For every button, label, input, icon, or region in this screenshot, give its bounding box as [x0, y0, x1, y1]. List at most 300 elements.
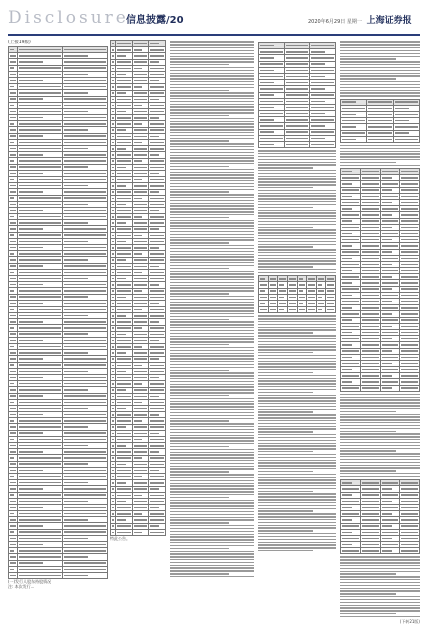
text-line: [340, 84, 420, 85]
text-line: [258, 468, 336, 469]
text-line: [340, 476, 420, 477]
text-line: [170, 398, 254, 399]
text-line: [170, 477, 254, 478]
column-5: [340, 40, 420, 619]
text-line: [340, 431, 396, 432]
text-line: [170, 409, 254, 410]
text-line: [340, 456, 420, 457]
text-line: [170, 245, 254, 246]
text-line: [170, 534, 254, 535]
text-line: [340, 465, 420, 466]
text-line: [170, 531, 254, 532]
text-line: [258, 482, 336, 483]
text-line: [258, 491, 313, 492]
text-line: [340, 405, 420, 406]
text-line: [258, 516, 336, 517]
text-line: [258, 431, 313, 432]
text-line: [340, 450, 396, 451]
text-line: [170, 163, 254, 164]
text-line: [258, 392, 313, 393]
text-line: [258, 341, 336, 342]
text-line: [340, 78, 396, 79]
text-line: [258, 525, 336, 526]
text-line: [340, 610, 420, 611]
text-line: [258, 471, 313, 472]
text-line: [258, 258, 336, 259]
text-line: [170, 123, 254, 124]
text-line: [258, 539, 336, 540]
text-line: [170, 389, 254, 390]
text-line: [340, 436, 420, 437]
text-line: [170, 536, 254, 537]
text-line: [170, 44, 254, 45]
text-line: [258, 527, 336, 528]
text-line: [170, 200, 254, 201]
text-line: [170, 497, 229, 498]
text-line: [340, 75, 420, 76]
text-line: [340, 416, 420, 417]
text-line: [170, 75, 254, 76]
text-line: [170, 567, 254, 568]
text-line: [340, 568, 420, 569]
masthead: [8, 6, 420, 36]
text-line: [340, 81, 420, 82]
text-line: [170, 279, 254, 280]
text-line: [258, 411, 313, 412]
text-line: [258, 448, 336, 449]
text-line: [170, 191, 229, 192]
text-line: [170, 514, 254, 515]
text-line: [170, 126, 254, 127]
text-line: [170, 172, 254, 173]
text-line: [170, 480, 254, 481]
text-line: [170, 166, 229, 167]
text-line: [170, 231, 254, 232]
text-line: [258, 493, 336, 494]
column-3-text: [170, 40, 254, 619]
text-line: [258, 457, 336, 458]
text-line: [340, 145, 420, 146]
text-line: [170, 304, 254, 305]
data-table: [258, 42, 336, 148]
text-line: [170, 268, 229, 269]
text-line: [258, 260, 336, 261]
table-row: [9, 572, 108, 578]
text-line: [170, 474, 254, 475]
text-line: [170, 256, 254, 257]
text-line: [170, 324, 254, 325]
text-line: [258, 406, 336, 407]
text-line: [170, 64, 229, 65]
text-line: [170, 112, 254, 113]
text-line: [170, 406, 254, 407]
text-line: [258, 479, 336, 480]
text-line: [258, 164, 336, 165]
shareholder-table: [8, 46, 108, 579]
text-line: [170, 56, 254, 57]
text-line: [340, 153, 420, 154]
text-line: [258, 519, 336, 520]
text-line: [258, 159, 336, 160]
text-line: [258, 272, 336, 273]
text-line: [340, 445, 420, 446]
text-line: [170, 220, 254, 221]
text-line: [170, 90, 229, 91]
text-line: [340, 44, 420, 45]
text-line: [340, 61, 420, 62]
text-line: [170, 177, 254, 178]
text-line: [340, 579, 420, 580]
text-line: [340, 439, 420, 440]
text-line: [258, 255, 336, 256]
text-line: [170, 570, 254, 571]
text-line: [170, 466, 254, 467]
text-line: [170, 296, 254, 297]
text-line: [258, 465, 336, 466]
text-line: [170, 81, 254, 82]
text-line: [170, 353, 254, 354]
text-line: [170, 333, 254, 334]
text-line: [258, 204, 336, 205]
text-line: [170, 78, 254, 79]
table-cell: [297, 307, 307, 313]
text-line: [258, 329, 336, 330]
text-line: [258, 437, 336, 438]
text-line: [258, 198, 336, 199]
text-line: [170, 273, 254, 274]
text-line: [170, 310, 254, 311]
text-line: [170, 214, 254, 215]
text-line: [170, 460, 254, 461]
table-cell: [341, 548, 361, 554]
text-line: [258, 207, 313, 208]
text-line: [340, 605, 420, 606]
table-cell: [149, 529, 166, 535]
text-line: [170, 211, 254, 212]
text-line: [340, 442, 420, 443]
text-line: [170, 553, 254, 554]
text-line: [170, 344, 229, 345]
text-line: [258, 375, 336, 376]
text-line: [258, 170, 336, 171]
text-line: [170, 347, 254, 348]
text-line: [170, 146, 254, 147]
text-line: [170, 367, 254, 368]
text-line: [340, 156, 420, 157]
table-row: [259, 142, 336, 148]
text-line: [170, 307, 254, 308]
text-line: [170, 412, 254, 413]
text-line: [170, 559, 254, 560]
text-line: [170, 248, 254, 249]
text-line: [340, 593, 396, 594]
text-line: [170, 401, 254, 402]
text-line: [170, 265, 254, 266]
text-line: [170, 53, 254, 54]
text-line: [340, 70, 420, 71]
text-line: [258, 502, 336, 503]
data-table: [340, 99, 420, 143]
table-cell: [341, 136, 367, 142]
text-line: [258, 536, 336, 537]
text-line: [340, 448, 420, 449]
text-line: [258, 445, 336, 446]
text-line: [258, 173, 336, 174]
text-line: [340, 585, 420, 586]
text-line: [258, 403, 336, 404]
table-cell: [116, 529, 133, 535]
text-line: [170, 208, 254, 209]
continued-label: (下转21版): [399, 619, 420, 624]
text-line: [340, 408, 420, 409]
text-line: [258, 505, 336, 506]
text-line: [170, 174, 254, 175]
text-line: [258, 227, 313, 228]
text-line: [340, 394, 420, 395]
text-line: [170, 251, 254, 252]
text-line: [170, 372, 254, 373]
text-line: [170, 316, 254, 317]
text-line: [340, 588, 420, 589]
text-line: [258, 249, 336, 250]
text-line: [170, 290, 254, 291]
text-line: [258, 383, 336, 384]
text-line: [170, 155, 254, 156]
text-line: [170, 121, 254, 122]
text-line: [340, 50, 420, 51]
table-cell: [310, 142, 336, 148]
text-line: [170, 115, 229, 116]
text-line: [170, 432, 254, 433]
text-line: [170, 285, 254, 286]
text-line: [170, 358, 254, 359]
text-line: [170, 222, 254, 223]
issue-date: 2020年6月29日 星期一: [308, 19, 362, 25]
text-line: [258, 355, 336, 356]
text-line: [258, 454, 336, 455]
text-line: [170, 576, 254, 577]
table-cell: [341, 385, 361, 391]
text-line: [258, 321, 336, 322]
text-line: [340, 470, 396, 471]
text-line: [170, 302, 254, 303]
text-line: [170, 186, 254, 187]
text-line: [340, 47, 420, 48]
text-line: [170, 194, 254, 195]
text-line: [258, 263, 336, 264]
text-line: [170, 73, 254, 74]
text-line: [340, 41, 420, 42]
text-line: [170, 525, 254, 526]
text-line: [170, 463, 254, 464]
text-line: [340, 422, 420, 423]
text-line: [258, 361, 336, 362]
table-cell: [360, 548, 380, 554]
text-line: [170, 87, 254, 88]
text-line: [170, 321, 254, 322]
text-line: [340, 462, 420, 463]
text-line: [170, 282, 254, 283]
footnote-1: (一)发行人股东持股情况: [8, 579, 52, 585]
text-line: [170, 511, 254, 512]
text-line: [170, 539, 254, 540]
text-line: [340, 599, 420, 600]
text-line: [170, 485, 254, 486]
data-table: [340, 479, 420, 554]
text-line: [258, 156, 336, 157]
table-row: [341, 385, 420, 391]
section-title-english: Disclosure: [8, 8, 129, 28]
text-line: [170, 468, 254, 469]
text-line: [340, 148, 420, 149]
text-line: [170, 350, 254, 351]
text-line: [170, 573, 229, 574]
text-line: [258, 181, 336, 182]
text-line: [170, 437, 254, 438]
text-line: [258, 315, 336, 316]
table-cell: [400, 548, 420, 554]
text-line: [258, 344, 336, 345]
text-line: [170, 502, 254, 503]
text-line: [258, 488, 336, 489]
text-line: [258, 232, 336, 233]
text-line: [170, 104, 254, 105]
text-line: [340, 414, 420, 415]
text-line: [170, 138, 254, 139]
text-line: [170, 330, 254, 331]
text-line: [258, 426, 336, 427]
text-line: [258, 210, 336, 211]
text-line: [170, 565, 254, 566]
text-line: [258, 201, 336, 202]
data-table: [340, 168, 420, 392]
text-line: [170, 101, 254, 102]
text-line: [258, 252, 336, 253]
text-line: [340, 453, 420, 454]
text-line: [170, 471, 229, 472]
text-line: [170, 299, 254, 300]
table-cell: [400, 385, 420, 391]
text-line: [170, 548, 229, 549]
text-line: [340, 613, 396, 614]
text-line: [340, 159, 420, 160]
text-line: [258, 372, 313, 373]
text-line: [170, 205, 254, 206]
text-line: [258, 460, 336, 461]
text-line: [170, 505, 254, 506]
text-line: [340, 165, 420, 166]
text-line: [170, 237, 254, 238]
data-table: [258, 275, 336, 313]
text-line: [258, 544, 336, 545]
text-line: [170, 149, 254, 150]
text-line: [258, 190, 336, 191]
text-line: [170, 435, 254, 436]
text-line: [170, 386, 254, 387]
text-line: [340, 92, 420, 93]
text-line: [170, 58, 254, 59]
text-line: [258, 212, 336, 213]
text-line: [340, 87, 420, 88]
text-line: [170, 420, 229, 421]
text-line: [258, 246, 313, 247]
text-line: [340, 53, 420, 54]
holdings-table: [110, 40, 166, 536]
table-row: [341, 548, 420, 554]
text-line: [258, 530, 313, 531]
text-line: [340, 556, 420, 557]
text-line: [170, 160, 254, 161]
text-line: [258, 266, 313, 267]
text-line: [170, 341, 254, 342]
text-line: [340, 397, 420, 398]
text-line: [170, 364, 254, 365]
text-line: [258, 235, 336, 236]
text-line: [170, 262, 254, 263]
text-line: [170, 375, 254, 376]
text-line: [258, 215, 336, 216]
text-line: [258, 221, 336, 222]
text-line: [258, 477, 336, 478]
text-line: [170, 276, 254, 277]
text-line: [170, 271, 254, 272]
text-line: [170, 157, 254, 158]
text-line: [340, 58, 396, 59]
text-line: [170, 217, 229, 218]
text-line: [170, 392, 254, 393]
text-line: [170, 254, 254, 255]
text-line: [340, 590, 420, 591]
text-line: [170, 98, 254, 99]
continued-from-label: (上接19版): [8, 40, 31, 45]
text-line: [170, 228, 254, 229]
text-line: [258, 409, 336, 410]
table-cell: [367, 136, 393, 142]
text-line: [258, 244, 336, 245]
text-line: [340, 565, 420, 566]
text-line: [170, 457, 254, 458]
text-line: [258, 434, 336, 435]
text-line: [170, 415, 254, 416]
table-cell: [380, 548, 400, 554]
text-line: [170, 562, 254, 563]
text-line: [170, 140, 229, 141]
table-cell: [259, 142, 285, 148]
text-line: [340, 596, 420, 597]
text-line: [170, 313, 254, 314]
text-line: [258, 335, 336, 336]
text-line: [340, 425, 420, 426]
column-2: [110, 40, 166, 619]
text-line: [170, 169, 254, 170]
table-cell: [132, 529, 149, 535]
paper-logo: 上海证券报: [366, 16, 412, 26]
text-line: [340, 473, 420, 474]
table-row: [259, 307, 336, 313]
table-cell: [316, 307, 326, 313]
text-line: [258, 195, 336, 196]
text-line: [340, 459, 420, 460]
table-cell: [62, 572, 107, 578]
text-line: [170, 239, 254, 240]
text-line: [170, 338, 254, 339]
text-line: [170, 381, 254, 382]
text-line: [170, 384, 254, 385]
text-line: [170, 180, 254, 181]
text-line: [258, 485, 336, 486]
text-line: [340, 402, 420, 403]
text-line: [258, 187, 313, 188]
